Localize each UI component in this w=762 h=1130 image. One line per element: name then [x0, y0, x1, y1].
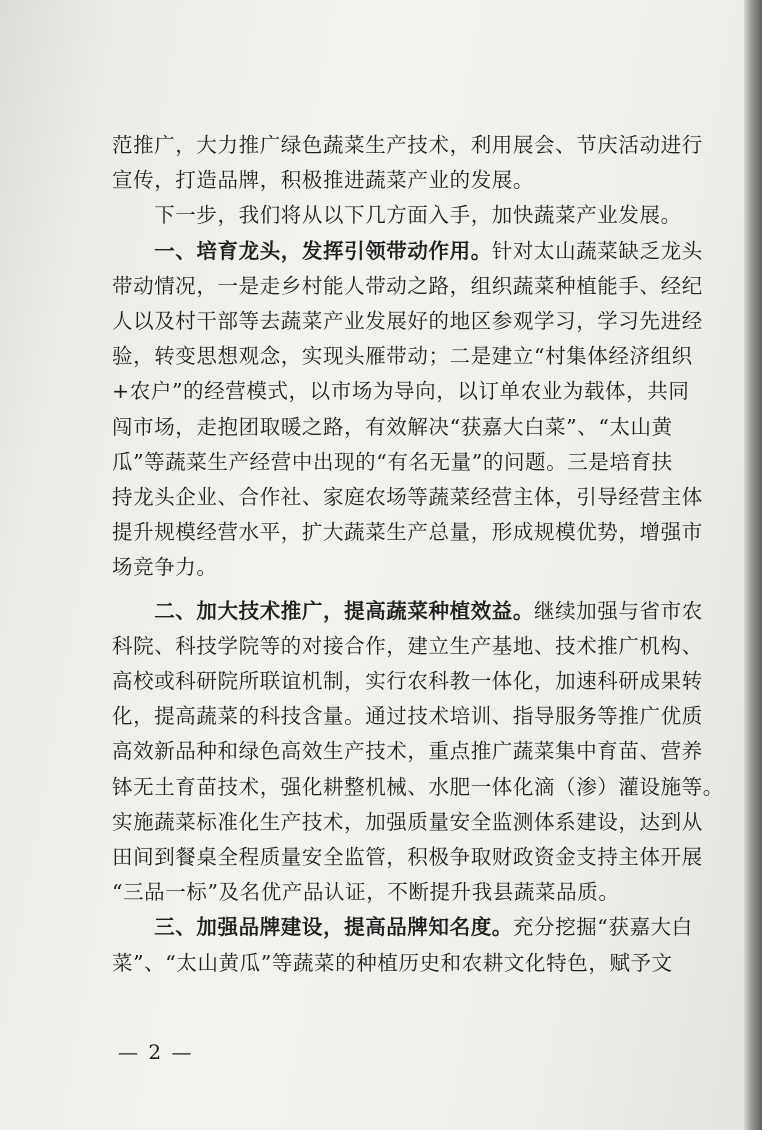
text-line: 瓜”等蔬菜生产经营中出现的“有名无量”的问题。三是培育扶: [112, 449, 673, 474]
section-1-first-line: [112, 234, 722, 269]
text-line: 田间到餐桌全程质量安全监管，积极争取财政资金支持主体开展: [112, 845, 703, 870]
section-1-lead: 针对太山蔬菜缺乏龙头: [491, 238, 703, 263]
text-line: +农户”的经营模式，以市场为导向，以订单农业为载体，共同: [112, 379, 690, 404]
text-line: 场竞争力。: [112, 555, 218, 580]
section-3-lead: 充分挖掘“获嘉大白: [512, 915, 693, 940]
text-line: 宣传，打造品牌，积极推进蔬菜产业的发展。: [112, 168, 534, 193]
section-3-first-line: [112, 910, 722, 945]
section-1-heading: 一、培育龙头，发挥引领带动作用。: [112, 238, 492, 263]
page-number: — 2 —: [118, 1040, 194, 1064]
text-line: 高效新品种和绿色高效生产技术，重点推广蔬菜集中育苗、营养: [112, 739, 703, 764]
text-line: 带动情况，一是走乡村能人带动之路，组织蔬菜种植能手、经纪: [112, 273, 703, 298]
text-line: 验，转变思想观念，实现头雁带动；二是建立“村集体经济组织: [112, 344, 693, 369]
text-line: 闯市场，走抱团取暖之路，有效解决“获嘉大白菜”、“太山黄: [112, 414, 673, 439]
section-2-heading: 二、加大技术推广，提高蔬菜种植效益。: [112, 598, 534, 623]
section-3-heading: 三、加强品牌建设，提高品牌知名度。: [112, 915, 513, 940]
text-line: 持龙头企业、合作社、家庭农场等蔬菜经营主体，引导经营主体: [112, 485, 703, 510]
page-edge-shadow: [744, 0, 762, 1130]
text-line: 高校或科研院所联谊机制，实行农科教一体化，加速科研成果转: [112, 669, 703, 694]
text-line: 下一步，我们将从以下几方面入手，加快蔬菜产业发展。: [112, 203, 682, 228]
text-line: 钵无土育苗技术，强化耕整机械、水肥一体化滴（渗）灌设施等。: [112, 774, 724, 799]
text-line: 人以及村干部等去蔬菜产业发展好的地区参观学习，学习先进经: [112, 309, 703, 334]
text-line: 提升规模经营水平，扩大蔬菜生产总量，形成规模优势，增强市: [112, 520, 703, 545]
text-line: 化，提高蔬菜的科技含量。通过技术培训、指导服务等推广优质: [112, 704, 703, 729]
text-line: “三品一标”及名优产品认证，不断提升我县蔬菜品质。: [112, 880, 620, 905]
body-text: [112, 128, 722, 981]
section-2-lead: 继续加强与省市农: [534, 598, 703, 623]
text-line: 科院、科技学院等的对接合作，建立生产基地、技术推广机构、: [112, 633, 703, 658]
text-line: 范推广，大力推广绿色蔬菜生产技术，利用展会、节庆活动进行: [112, 133, 703, 157]
text-line: 实施蔬菜标准化生产技术，加强质量安全监测体系建设，达到从: [112, 809, 703, 834]
text-line: 菜”、“太山黄瓜”等蔬菜的种植历史和农耕文化特色，赋予文: [112, 950, 673, 975]
section-2-first-line: [112, 594, 722, 629]
